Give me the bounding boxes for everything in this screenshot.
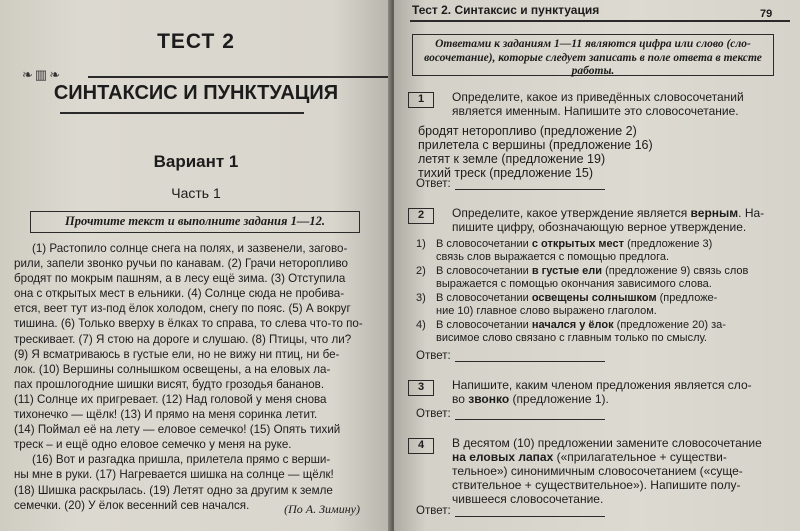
answer-field-4[interactable]	[416, 505, 605, 517]
test-title: ТЕСТ 2	[157, 30, 235, 53]
text-line: (18) Шишка раскрылась. (19) Летят одно за другим к земле	[14, 483, 333, 497]
task-number: 2	[408, 208, 434, 224]
task-text	[452, 90, 782, 118]
text-line: тихонечко — щёлк! (13) И прямо на меня соринка летит.	[14, 408, 318, 422]
text-line: (9) Я всматриваюсь в густые ели, но не вижу ни птиц, ни бе-	[14, 347, 340, 361]
task-2-choices	[416, 238, 768, 346]
text-line: (1) Растопило солнце снега на полях, и зазвенели, загово-	[32, 242, 348, 255]
text-line: рили, запели звонко ручьи по канавам. (2) Грачи неторопливо	[14, 257, 348, 271]
task-1-options	[418, 124, 758, 180]
text-line: бродят по мокрым пашням, а в лесу ещё зима. (3) Отступила	[14, 272, 346, 286]
answer-field-2[interactable]	[416, 350, 605, 362]
reading-text	[14, 241, 369, 513]
text-line: ется, веет тут из-под ёлок холодом, снегу по пояс. (5) А вокруг	[14, 302, 351, 316]
part-heading: Часть 1	[171, 185, 221, 201]
answer-label: Ответ:	[416, 350, 451, 362]
text-line: семечки. (20) У ёлок весенний сев начался.	[14, 498, 250, 512]
task-text	[452, 206, 782, 234]
choice-item: 2) В словосочетании в густые ели (предложение 9) связь слов выражается с помощью окончания зависимого слова.	[416, 265, 749, 290]
answer-label: Ответ:	[416, 178, 451, 190]
option-item: тихий треск (предложение 15)	[418, 166, 594, 180]
section-rule	[60, 112, 304, 114]
task-line: Определите, какое утверждение является верным. На-	[452, 206, 765, 220]
author-credit: (По А. Зимину)	[284, 502, 360, 516]
option-item: летят к земле (предложение 19)	[418, 152, 606, 166]
answer-line[interactable]	[455, 506, 605, 517]
task-line: является именным. Напишите это словосочетание.	[452, 104, 739, 118]
task-line: В десятом (10) предложении замените словосочетание	[452, 436, 762, 450]
text-line: тишина. (6) Только вверху в ёлках то справа, то слева что-то по-	[14, 317, 363, 331]
task-line: на еловых лапах («прилагательное + существи-	[452, 450, 727, 464]
answer-line[interactable]	[455, 351, 605, 362]
page-number: 79	[760, 8, 773, 20]
right-page	[394, 0, 800, 531]
book-ornament-icon: ❧ ▥ ❧	[22, 67, 61, 82]
text-line: (11) Солнце их пригревает. (12) Над головой у меня снова	[14, 392, 327, 406]
section-title: СИНТАКСИС И ПУНКТУАЦИЯ	[53, 82, 339, 104]
text-line: лок. (10) Вершины солнышком освещены, а на еловых ла-	[14, 362, 331, 376]
task-line: ствительное + существительное»). Напишите полу-	[452, 478, 741, 492]
ornament-rule	[88, 76, 388, 78]
choice-item: 3) В словосочетании освещены солнышком (предложе- ние 10) главное слово выражено глаголом.	[416, 292, 718, 317]
text-line: она с открытых мест в ельники. (4) Солнце сюда не пробива-	[14, 287, 345, 301]
answer-label: Ответ:	[416, 408, 451, 420]
task-line: Определите, какое из приведённых словосочетаний	[452, 90, 744, 104]
task-line: чившееся словосочетание.	[452, 492, 604, 506]
text-line: треск – и ещё одно еловое семечко у меня на руке.	[14, 438, 292, 452]
answer-note-line: работы.	[571, 65, 615, 77]
task-number: 3	[408, 380, 434, 396]
option-item: бродят неторопливо (предложение 2)	[418, 124, 637, 138]
choice-item: 1) В словосочетании с открытых мест (предложение 3) связь слов выражается с помощью предлога.	[416, 238, 713, 263]
answer-line[interactable]	[455, 179, 605, 190]
task-text	[452, 378, 782, 406]
text-line: ны мне в руки. (17) Нагревается шишка на солнце — щёлк!	[14, 468, 334, 482]
answer-field-1[interactable]	[416, 178, 605, 190]
variant-heading: Вариант 1	[153, 152, 239, 171]
task-line: Напишите, каким членом предложения является сло-	[452, 378, 752, 392]
choice-item: 4) В словосочетании начался у ёлок (предложение 20) за- висимое слово связано с главным только по смыслу.	[416, 319, 726, 344]
task-line: во звонко (предложение 1).	[452, 392, 609, 406]
text-line: пах прошлогодние шишки висят, будто грозодья бананов.	[14, 377, 325, 391]
instruction-box: Прочтите текст и выполните задания 1—12.	[30, 211, 360, 233]
text-line: (16) Вот и разгадка пришла, прилетела прямо с верши-	[32, 453, 331, 467]
text-line: трескивает. (7) Я стою на дороге и слушаю. (8) Птицы, что ли?	[14, 332, 352, 346]
left-page	[0, 0, 392, 531]
running-head: Тест 2. Синтаксис и пунктуация	[412, 3, 600, 17]
task-number: 4	[408, 438, 434, 454]
text-line: (14) Поймал её на лету — еловое семечко! (15) Опять тихий	[14, 423, 341, 437]
option-item: прилетела с вершины (предложение 16)	[418, 138, 653, 152]
header-rule	[410, 20, 790, 22]
answer-field-3[interactable]	[416, 408, 605, 420]
task-text	[452, 436, 782, 506]
answer-line[interactable]	[455, 409, 605, 420]
answer-instruction-box	[412, 34, 774, 76]
answer-note-line: восочетание), которые следует записать в поле ответа в тексте	[424, 51, 762, 64]
answer-label: Ответ:	[416, 505, 451, 517]
task-line: пишите цифру, обозначающую верное утверждение.	[452, 220, 747, 234]
task-line: тельное») синонимичным словосочетанием («суще-	[452, 464, 743, 478]
task-number: 1	[408, 92, 434, 108]
answer-note-line: Ответами к заданиям 1—11 являются цифра или слово (сло-	[435, 38, 751, 50]
